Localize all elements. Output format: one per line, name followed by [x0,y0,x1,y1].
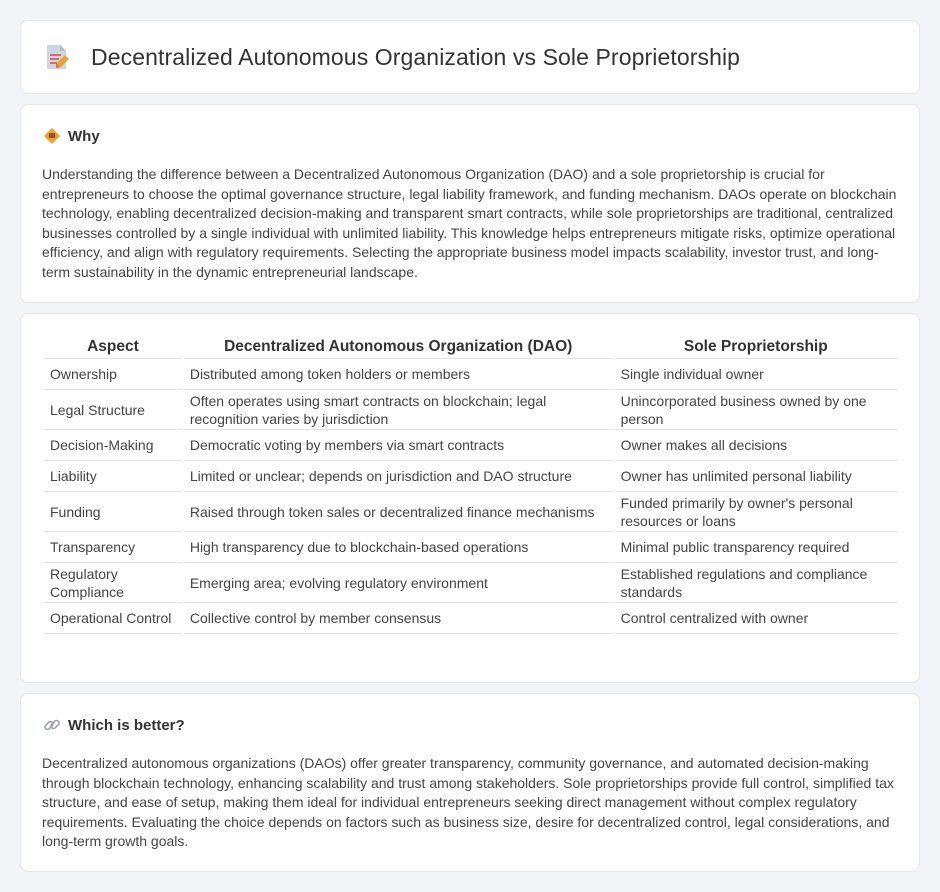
cell-dao: Distributed among token holders or members [184,359,613,390]
cell-aspect: Regulatory Compliance [44,563,182,603]
table-header-row [44,334,897,359]
header-sole-proprietorship: Sole Proprietorship [615,334,897,359]
table-row [44,430,897,461]
cell-sole: Funded primarily by owner's personal resources or loans [615,492,897,532]
why-header [43,127,100,145]
cell-sole: Control centralized with owner [615,603,897,634]
cell-dao: Raised through token sales or decentralized finance mechanisms [184,492,613,532]
diamond-warning-icon [43,127,61,145]
cell-dao: Limited or unclear; depends on jurisdiction and DAO structure [184,461,613,492]
header-dao: Decentralized Autonomous Organization (DAO) [184,334,613,359]
cell-aspect: Funding [44,492,182,532]
table-row [44,563,897,603]
cell-sole: Minimal public transparency required [615,532,897,563]
cell-dao: High transparency due to blockchain-based operations [184,532,613,563]
why-section [20,104,920,303]
cell-sole: Unincorporated business owned by one person [615,390,897,430]
page-title: Decentralized Autonomous Organization vs Sole Proprietorship [91,43,741,70]
comparison-table [42,334,899,634]
cell-aspect: Ownership [44,359,182,390]
cell-sole: Owner has unlimited personal liability [615,461,897,492]
table-row [44,461,897,492]
table-row [44,359,897,390]
cell-sole: Owner makes all decisions [615,430,897,461]
cell-sole: Single individual owner [615,359,897,390]
header-aspect: Aspect [44,334,182,359]
cell-sole: Established regulations and compliance standards [615,563,897,603]
cell-aspect: Liability [44,461,182,492]
cell-dao: Democratic voting by members via smart contracts [184,430,613,461]
document-edit-icon [45,43,71,71]
title-row [45,43,740,71]
cell-aspect: Legal Structure [44,390,182,430]
cell-aspect: Operational Control [44,603,182,634]
cell-dao: Emerging area; evolving regulatory environment [184,563,613,603]
table-row [44,603,897,634]
better-body: Decentralized autonomous organizations (DAOs) offer greater transparency, community governance, and automated decision-making through blockchain technology, enhancing scalability and trust among stakeholders. Sole proprietorships provide full control, simplified tax structure, and ease of setup, making them ideal for individual entrepreneurs seeking direct management without complex regulatory requirements. Evaluating the choice depends on factors such as business size, desire for decentralized control, legal considerations, and long-term growth goals. [42,755,894,849]
better-heading: Which is better? [68,716,185,734]
table-row [44,390,897,430]
better-header [43,716,185,734]
cell-dao: Often operates using smart contracts on blockchain; legal recognition varies by jurisdiction [184,390,613,430]
title-card [20,20,920,94]
cell-aspect: Decision-Making [44,430,182,461]
link-icon [43,716,61,734]
cell-aspect: Transparency [44,532,182,563]
which-is-better-section [20,693,920,872]
table-row [44,492,897,532]
comparison-section [20,313,920,683]
cell-dao: Collective control by member consensus [184,603,613,634]
why-heading: Why [68,127,100,145]
why-body: Understanding the difference between a Decentralized Autonomous Organization (DAO) and a sole proprietorship is crucial for entrepreneurs to choose the optimal governance structure, legal liability framework, and funding mechanism. DAOs operate on blockchain technology, enabling decentralized decision-making and transparent smart contracts, while sole proprietorships are traditional, centralized businesses controlled by a single individual with unlimited liability. This knowledge helps entrepreneurs mitigate risks, optimize operational efficiency, and align with regulatory requirements. Selecting the appropriate business model impacts scalability, investor trust, and long-term sustainability in the dynamic entrepreneurial landscape. [42,166,897,280]
table-row [44,532,897,563]
